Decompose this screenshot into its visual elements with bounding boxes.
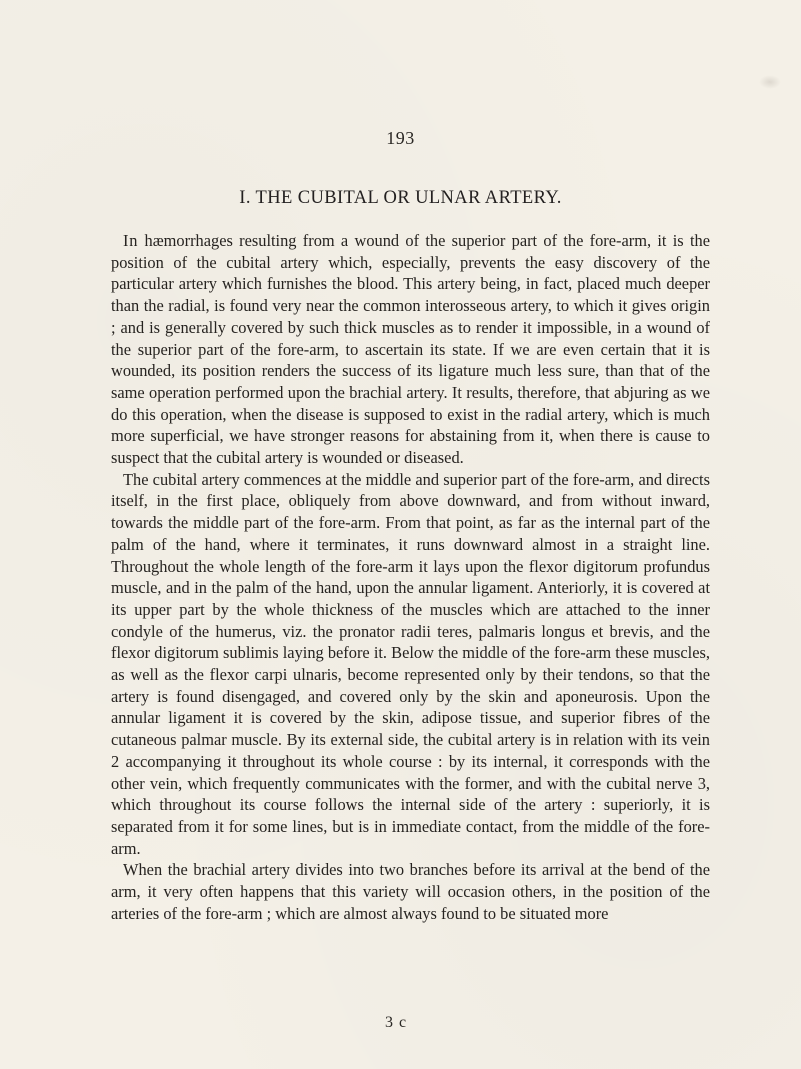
paragraph	[111, 859, 710, 924]
paragraph-text: hæmorrhages resulting from a wound of the superior part of the fore-arm, it is the position of the cubital artery which, especially, prevents the easy discovery of the particular artery which furnishes the blood. This artery being, in fact, placed much deeper than the radial, is found very near the common interosseous artery, to which it gives origin ; and is generally covered by such thick muscles as to render it impossible, in a wound of the superior part of the fore-arm, to ascertain its state. If we are even certain that it is wounded, its position renders the success of its ligature much less sure, than that of the same operation performed upon the brachial artery. It results, therefore, that abjuring as we do this operation, when the disease is supposed to exist in the radial artery, which is much more superficial, we have stronger reasons for abstaining from it, when there is cause to suspect that the cubital artery is wounded or diseased.	[111, 231, 710, 468]
signature-mark: 3 c	[385, 1014, 408, 1031]
paragraph-text: The cubital artery commences at the middle and superior part of the fore-arm, and directs itself, in the first place, obliquely from above downward, and from without inward, towards the middle part of the fore-arm. From that point, as far as the internal part of the palm of the hand, where it terminates, it runs downward almost in a straight line. Throughout the whole length of the fore-arm it lays upon the flexor digitorum profundus muscle, and in the palm of the hand, upon the annular ligament. Anteriorly, it is covered at its upper part by the whole thickness of the muscles which are attached to the inner condyle of the humerus, viz. the pronator radii teres, palmaris longus et brevis, and the flexor digitorum sublimis laying before it. Below the middle of the fore-arm these muscles, as well as the flexor carpi ulnaris, become represented only by their tendons, so that the artery is found disengaged, and covered only by the skin and aponeurosis. Upon the annular ligament it is covered by the skin, adipose tissue, and superior fibres of the cutaneous palmar muscle. By its external side, the cubital artery is in relation with its vein 2 accompanying it throughout its whole course : by its internal, it corresponds with the other vein, which frequently communicates with the former, and with the cubital nerve 3, which throughout its course follows the internal side of the artery : superiorly, it is separated from it for some lines, but is in immediate contact, from the middle of the fore-arm.	[111, 469, 710, 858]
body-text	[111, 230, 710, 925]
paragraph-lead: In	[123, 231, 139, 250]
paragraph	[111, 469, 710, 860]
paper-stain	[759, 75, 781, 89]
page-number: 193	[386, 128, 415, 148]
section-title: I. THE CUBITAL OR ULNAR ARTERY.	[239, 188, 562, 208]
paragraph	[111, 230, 710, 469]
paragraph-text: When the brachial artery divides into two branches before its arrival at the bend of the arm, it very often happens that this variety will occasion others, in the position of the arteries of the fore-arm ; which are almost always found to be situated more	[111, 860, 710, 923]
